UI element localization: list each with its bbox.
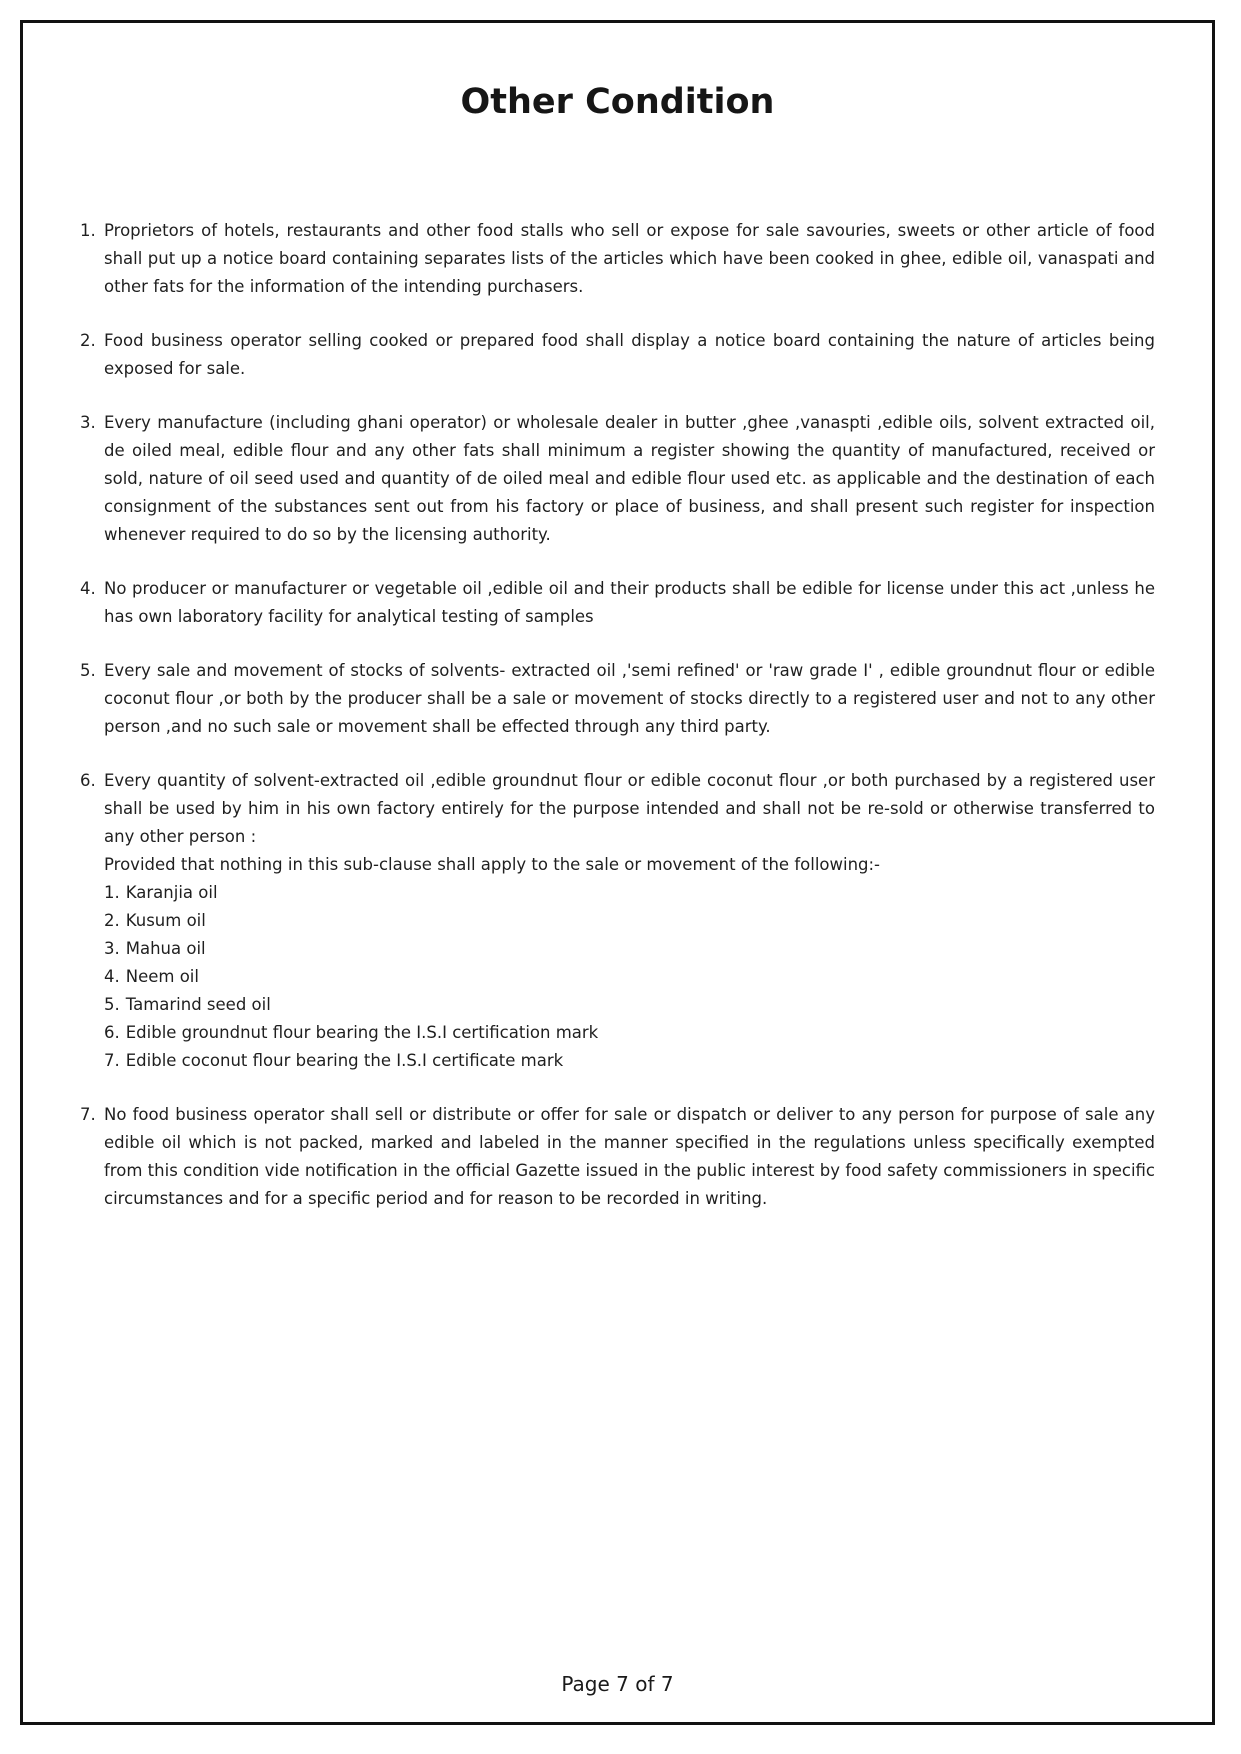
condition-number: 5. [80,661,96,680]
sub-condition-text: Mahua oil [125,939,206,958]
condition-number: 7. [80,1105,96,1124]
sub-condition-number: 6. [104,1023,120,1042]
condition-item-4 [80,575,1155,631]
sub-condition-item-6 [104,1019,1155,1047]
sub-condition-text: Kusum oil [125,911,206,930]
sub-condition-text: Tamarind seed oil [125,995,271,1014]
condition-text: Every quantity of solvent-extracted oil ,edible groundnut flour or edible coconut flour ,or both purchased by a registered user shall be used by him in his own factory entirely for the purpose intended and shall not be re-sold or otherwise transferred to any other person : [104,771,1155,846]
condition-number: 6. [80,771,96,790]
condition-item-7 [80,1101,1155,1213]
document-page [20,20,1215,1725]
sub-condition-item-4 [104,963,1155,991]
condition-item-5 [80,657,1155,741]
condition-text: Every manufacture (including ghani operator) or wholesale dealer in butter ,ghee ,vanaspti ,edible oils, solvent extracted oil, de oiled meal, edible flour and any other fats shall minimum a register showing the quantity of manufactured, received or sold, nature of oil seed used and quantity of de oiled meal and edible flour used etc. as applicable and the destination of each consignment of the substances sent out from his factory or place of business, and shall present such register for inspection whenever required to do so by the licensing authority. [104,413,1155,544]
page-footer: Page 7 of 7 [561,1672,674,1696]
sub-condition-number: 4. [104,967,120,986]
condition-text: Food business operator selling cooked or prepared food shall display a notice board containing the nature of articles being exposed for sale. [104,331,1155,378]
page-title: Other Condition [460,82,775,122]
condition-item-6 [80,767,1155,1075]
sub-condition-text: Neem oil [125,967,199,986]
condition-text: No producer or manufacturer or vegetable oil ,edible oil and their products shall be edible for license under this act ,unless he has own laboratory facility for analytical testing of samples [104,579,1155,626]
sub-condition-text: Karanjia oil [125,883,218,902]
condition-item-3 [80,409,1155,549]
sub-condition-item-5 [104,991,1155,1019]
condition-text: No food business operator shall sell or distribute or offer for sale or dispatch or deliver to any person for purpose of sale any edible oil which is not packed, marked and labeled in the manner specified in the regulations unless specifically exempted from this condition vide notification in the official Gazette issued in the public interest by food safety commissioners in specific circumstances and for a specific period and for reason to be recorded in writing. [104,1105,1155,1208]
sub-condition-item-3 [104,935,1155,963]
sub-condition-text: Edible coconut flour bearing the I.S.I certificate mark [125,1051,564,1070]
condition-item-2 [80,327,1155,383]
condition-text: Every sale and movement of stocks of solvents- extracted oil ,'semi refined' or 'raw grade I' , edible groundnut flour or edible coconut flour ,or both by the producer shall be a sale or movement of stocks directly to a registered user and not to any other person ,and no such sale or movement shall be effected through any third party. [104,661,1155,736]
condition-number: 2. [80,331,96,350]
condition-number: 1. [80,221,96,240]
condition-text: Proprietors of hotels, restaurants and other food stalls who sell or expose for sale savouries, sweets or other article of food shall put up a notice board containing separates lists of the articles which have been cooked in ghee, edible oil, vanaspati and other fats for the information of the intending purchasers. [104,221,1155,296]
sub-condition-number: 5. [104,995,120,1014]
sub-condition-item-1 [104,879,1155,907]
condition-proviso: Provided that nothing in this sub-clause shall apply to the sale or movement of the following:- [104,855,881,874]
sub-condition-item-2 [104,907,1155,935]
sub-condition-text: Edible groundnut flour bearing the I.S.I certification mark [125,1023,599,1042]
condition-item-1 [80,217,1155,301]
sub-condition-number: 7. [104,1051,120,1070]
condition-number: 3. [80,413,96,432]
sub-condition-number: 2. [104,911,120,930]
sub-condition-number: 1. [104,883,120,902]
sub-condition-number: 3. [104,939,120,958]
sub-condition-item-7 [104,1047,1155,1075]
conditions-list [80,217,1155,1213]
condition-number: 4. [80,579,96,598]
